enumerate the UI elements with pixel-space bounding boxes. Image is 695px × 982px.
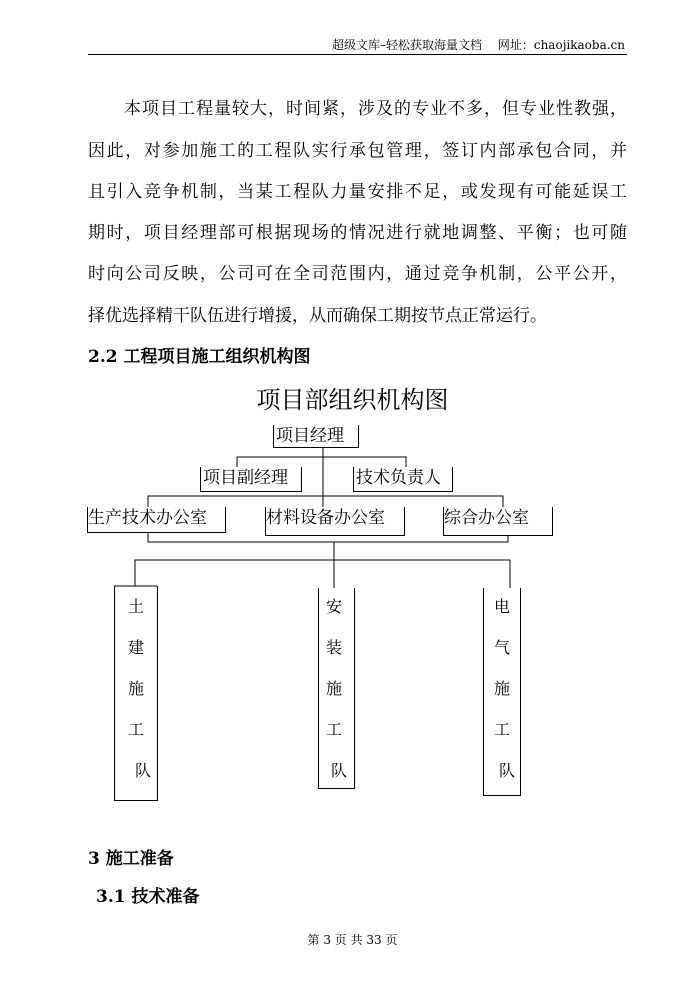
page-header: 超级文库–轻松获取海量文档 网址：chaojikaoba.cn [332,38,625,52]
team-char: 工 [494,720,511,739]
org-node-office: 综合办公室 [443,507,553,536]
team-char: 土 [128,597,145,616]
paragraph-line: 因此，对参加施工的工程队实行承包管理，签订内部承包合同，并 [88,141,627,161]
team-char: 施 [494,679,511,698]
team-char: 施 [326,679,343,698]
org-node-team [114,586,158,801]
chart-title: 项目部组织机构图 [256,386,449,414]
paragraph-line: 且引入竞争机制，当某工程队力量安排不足，或发现有可能延误工 [88,182,627,202]
subsection-heading: 3.1 技术准备 [96,887,200,907]
team-char: 队 [135,761,152,780]
team-char: 建 [128,638,145,657]
paragraph-line: 期时，项目经理部可根据现场的情况进行就地调整、平衡；也可随 [88,223,627,243]
org-node-office: 生产技术办公室 [87,507,226,533]
connector [237,457,406,467]
team-char: 安 [326,597,343,616]
team-char: 队 [331,761,348,780]
section-heading: 2.2 工程项目施工组织机构图 [88,347,311,367]
team-char: 气 [494,638,511,657]
org-node-deputy: 项目副经理 [200,467,302,492]
team-char: 装 [326,638,343,657]
org-node-team [318,588,355,789]
connector [135,560,510,588]
paragraph-line: 本项目工程量较大，时间紧，涉及的专业不多，但专业性教强， [88,99,627,119]
org-node-tech-lead: 技术负责人 [353,467,453,492]
org-node-team [483,588,521,796]
org-node-manager: 项目经理 [273,425,359,448]
org-node-office: 材料设备办公室 [265,507,405,536]
team-char: 工 [326,720,343,739]
section-heading: 3 施工准备 [88,849,174,869]
connector [148,496,503,507]
team-char: 工 [128,720,145,739]
paragraph-line: 择优选择精干队伍进行增援，从而确保工期按节点正常运行。 [88,306,547,326]
team-char: 电 [494,597,511,616]
team-char: 施 [128,679,145,698]
paragraph-line: 时向公司反映，公司可在全司范围内，通过竞争机制，公平公开， [88,264,627,284]
team-char: 队 [499,761,516,780]
page-number: 第 3 页 共 33 页 [307,933,398,947]
